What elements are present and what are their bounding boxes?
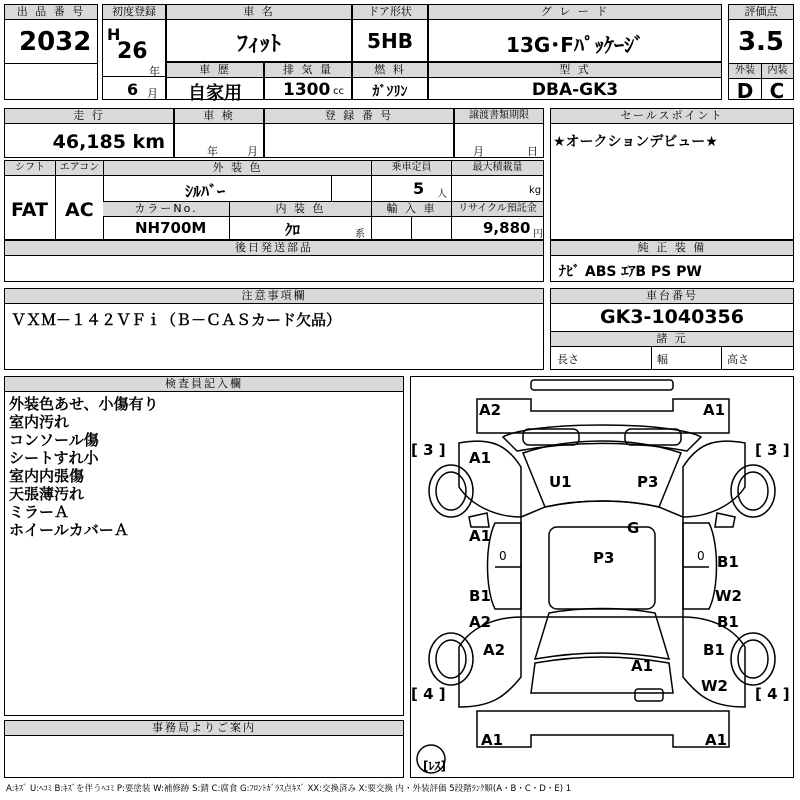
damage-roof: P3 — [593, 549, 615, 567]
transfer-deadline-box — [454, 108, 544, 158]
mileage-box — [4, 108, 174, 158]
damage-door-rear-left-2: A2 — [469, 613, 492, 631]
int-color-unit: 系 — [355, 229, 365, 240]
color-no-header: カラーNo. — [103, 201, 229, 217]
capacity-unit: 人 — [437, 189, 447, 200]
later-parts-box — [4, 240, 544, 282]
displacement-box — [264, 62, 352, 100]
car-diagram-box — [410, 376, 794, 778]
registration-year: 26 — [117, 39, 148, 64]
damage-rear-fender-right: B1 — [703, 641, 725, 659]
model-type-header: 型 式 — [429, 63, 721, 78]
door-box — [352, 4, 428, 62]
shift-value: FAT — [11, 199, 48, 221]
inspector-notes-box — [4, 376, 404, 716]
recycle-header: リサイクル預託金 — [451, 201, 543, 217]
damage-windshield-left: U1 — [549, 473, 572, 491]
damage-rear-left: A1 — [481, 731, 504, 749]
damage-trunk: A1 — [631, 657, 654, 675]
damage-tire-rear-right: [ 4 ] — [755, 685, 790, 703]
fuel-box — [352, 62, 428, 100]
int-color-value: ｸﾛ — [285, 221, 301, 239]
score-value: 3.5 — [737, 27, 785, 57]
dim-height-label: 高さ — [727, 353, 749, 366]
inspection-box — [174, 108, 264, 158]
month-unit: 月 — [147, 87, 158, 100]
damage-door-front-right-mark: 0 — [697, 549, 705, 563]
dim-length-label: 長さ — [557, 353, 579, 366]
inspection-year-unit: 年 — [207, 145, 218, 158]
score-box — [728, 4, 794, 103]
damage-door-front-left-mark: 0 — [499, 549, 507, 563]
equipment-header: 純 正 装 備 — [551, 241, 793, 256]
displacement-value: 1300 — [283, 80, 331, 100]
first-registration-box — [102, 4, 166, 100]
sales-point-box — [550, 108, 794, 240]
later-parts-header: 後日発送部品 — [5, 241, 543, 256]
damage-tire-rear-left: [ 4 ] — [411, 685, 446, 703]
damage-door-rear-right: W2 — [715, 587, 742, 605]
grade-box — [428, 4, 722, 62]
note-line: 外装色あせ、小傷有り — [9, 395, 159, 413]
recycle-unit: 円 — [533, 229, 543, 240]
score-header: 評価点 — [729, 5, 793, 20]
history-header: 車 歴 — [167, 63, 263, 78]
damage-glass-mark: G — [627, 519, 640, 537]
fuel-value: ｶﾞｿﾘﾝ — [372, 84, 408, 100]
ext-color-value: ｼﾙﾊﾞｰ — [185, 182, 226, 201]
year-unit: 年 — [149, 65, 160, 78]
lot-number-box — [4, 4, 98, 100]
history-box — [166, 62, 264, 104]
damage-door-front-right: B1 — [717, 553, 739, 571]
damage-door-rear-right-2: B1 — [717, 613, 739, 631]
model-type-box — [428, 62, 722, 100]
damage-tire-front-left: [ 3 ] — [411, 441, 446, 459]
first-registration-header: 初度登録 — [103, 5, 165, 20]
notice-header: 注意事項欄 — [5, 289, 543, 304]
deadline-month-unit: 月 — [473, 145, 484, 158]
capacity-value: 5 — [413, 179, 425, 198]
damage-rear-fender-left: A2 — [483, 641, 506, 659]
spec-grid — [4, 160, 544, 240]
note-line: 室内汚れ — [9, 413, 70, 431]
inspection-month-unit: 月 — [247, 145, 258, 158]
note-line: シートすれ小 — [9, 449, 99, 467]
inspection-header: 車 検 — [175, 109, 263, 124]
interior-header: 内装 — [761, 63, 793, 79]
int-color-header: 内 装 色 — [229, 201, 371, 217]
note-line: コンソール傷 — [9, 431, 99, 449]
exterior-header: 外装 — [729, 63, 761, 79]
grade-value: 13G･Fﾊﾟｯｹｰｼﾞ — [506, 33, 644, 57]
damage-legend: A:ｷｽﾞ U:ﾍｺﾐ B:ｷｽﾞを伴うﾍｺﾐ P:要塗装 W:補修跡 S:錆 C:腐食 G:ﾌﾛﾝﾄｶﾞﾗｽ点ｷｽﾞ XX:交換済み X:要交換 内・外装評価 5段階ﾗﾝｸ順(A・B・C・D・E) 1 — [6, 784, 572, 794]
mileage-value: 46,185 km — [52, 131, 165, 153]
office-info-header: 事務局よりご案内 — [5, 721, 403, 736]
note-line: 室内内張傷 — [9, 467, 85, 485]
interior-grade: C — [769, 79, 785, 103]
damage-tire-front-right: [ 3 ] — [755, 441, 790, 459]
max-load-header: 最大積載量 — [451, 161, 543, 176]
equipment-box — [550, 240, 794, 282]
sales-point-header: セールスポイント — [551, 109, 793, 124]
deadline-day-unit: 日 — [527, 145, 538, 158]
damage-quarter-right: W2 — [701, 677, 728, 695]
damage-spare-tire: [ﾚｽ] — [423, 759, 446, 773]
history-value: 自家用 — [188, 83, 242, 104]
registration-number-box — [264, 108, 454, 158]
damage-front-left: A2 — [479, 401, 502, 419]
door-header: ドア形状 — [353, 5, 427, 20]
registration-number-header: 登 録 番 号 — [265, 109, 453, 124]
damage-door-front-left: A1 — [469, 527, 492, 545]
import-header: 輸 入 車 — [371, 201, 451, 217]
dimensions-header: 諸 元 — [551, 331, 793, 347]
car-name-value: ﾌｨｯﾄ — [236, 32, 281, 57]
aircon-header: エアコン — [55, 161, 103, 176]
exterior-grade: D — [736, 79, 754, 103]
chassis-box — [550, 288, 794, 370]
lot-number-header: 出 品 番 号 — [5, 5, 97, 20]
aircon-value: AC — [65, 199, 94, 221]
note-line: 天張薄汚れ — [9, 485, 85, 503]
color-no-value: NH700M — [135, 219, 207, 237]
chassis-header: 車台番号 — [551, 289, 793, 304]
shift-header: シフト — [5, 161, 55, 176]
note-line: ミラーＡ — [9, 503, 70, 521]
car-name-box — [166, 4, 352, 62]
lot-number-value: 2032 — [19, 27, 92, 57]
notice-value: ＶＸＭ－１４２ＶＦｉ（Ｂ－ＣＡＳカード欠品） — [11, 311, 342, 329]
damage-door-rear-left: B1 — [469, 587, 491, 605]
displacement-header: 排 気 量 — [265, 63, 351, 78]
load-unit: kg — [529, 185, 542, 196]
sales-point-value: ★オークションデビュー★ — [553, 134, 718, 150]
displacement-unit: cc — [333, 86, 344, 97]
damage-rear-right: A1 — [705, 731, 728, 749]
registration-month: 6 — [127, 80, 139, 99]
damage-fender-front-left: A1 — [469, 449, 492, 467]
notice-box — [4, 288, 544, 370]
ext-color-header: 外 装 色 — [103, 161, 371, 176]
era-mark: H — [107, 25, 121, 44]
chassis-value: GK3-1040356 — [600, 306, 744, 328]
door-value: 5HB — [367, 29, 413, 53]
dim-width-label: 幅 — [657, 353, 668, 366]
equipment-value: ﾅﾋﾞ ABS ｴｱB PS PW — [559, 264, 702, 280]
grade-header: グ レ ー ド — [429, 5, 721, 20]
capacity-header: 乗車定員 — [371, 161, 451, 176]
damage-windshield-right: P3 — [637, 473, 659, 491]
inspector-notes-header: 検査員記入欄 — [5, 377, 403, 392]
fuel-header: 燃 料 — [353, 63, 427, 78]
recycle-value: 9,880 — [483, 219, 531, 237]
mileage-header: 走 行 — [5, 109, 173, 124]
inspector-notes-list — [9, 395, 159, 539]
damage-front-right: A1 — [703, 401, 726, 419]
note-line: ホイールカバーＡ — [9, 521, 129, 539]
model-type-value: DBA-GK3 — [531, 80, 619, 100]
office-info-box — [4, 720, 404, 778]
car-name-header: 車 名 — [167, 5, 351, 20]
transfer-deadline-header: 譲渡書類期限 — [455, 109, 543, 124]
car-outline-diagram — [411, 377, 793, 777]
